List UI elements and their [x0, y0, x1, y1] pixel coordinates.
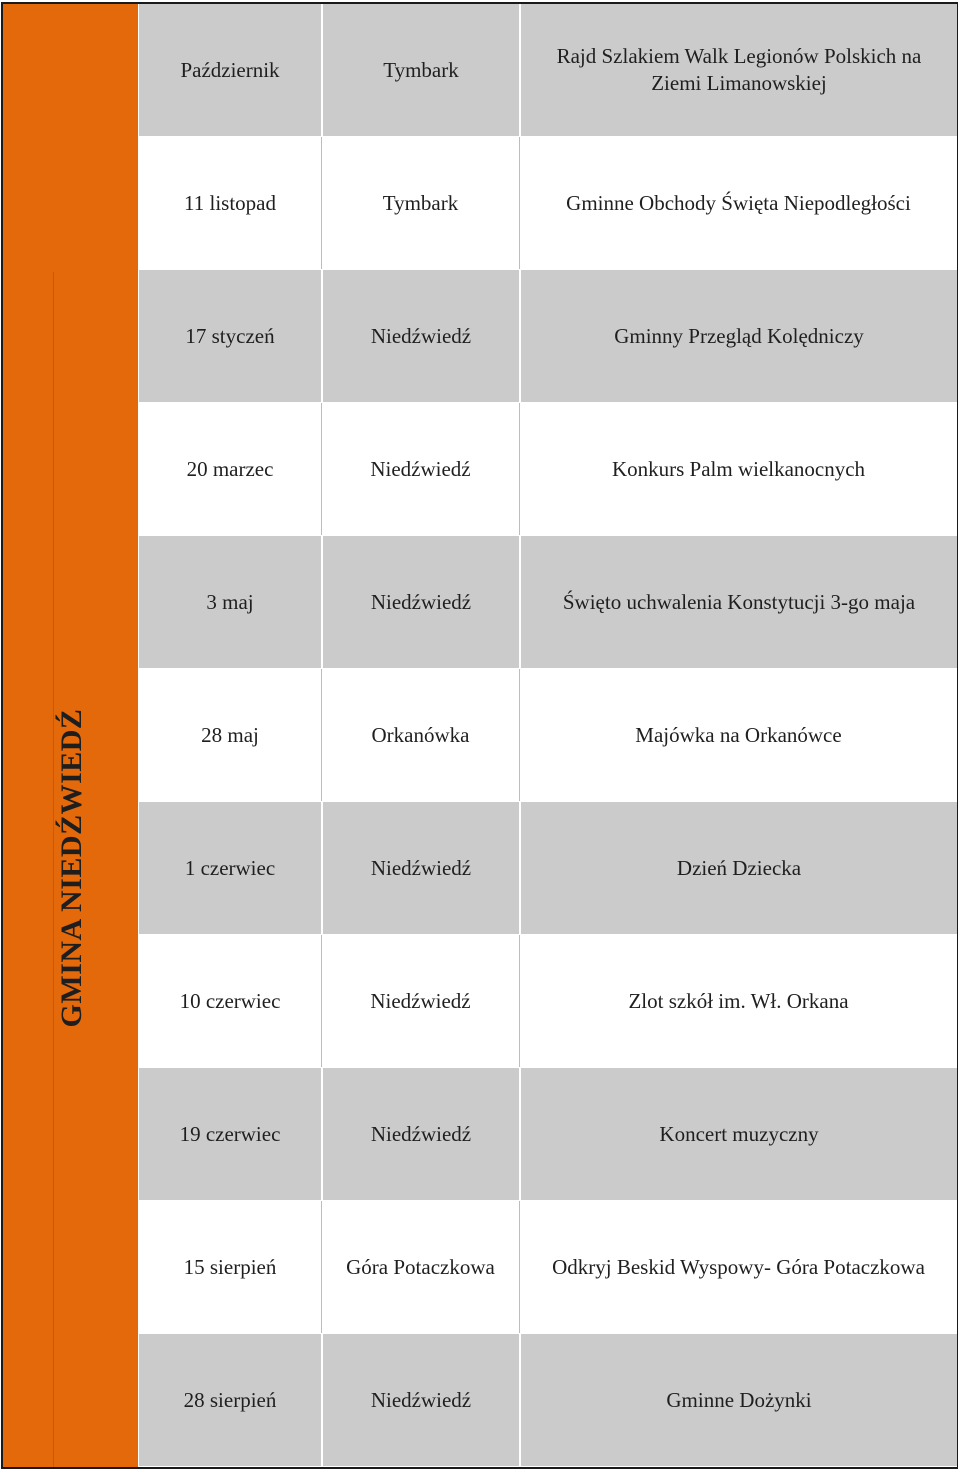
event-place: Niedźwiedź [321, 270, 519, 402]
event-place: Niedźwiedź [321, 802, 519, 934]
table-row [139, 669, 957, 802]
event-name: Święto uchwalenia Konstytucji 3-go maja [519, 536, 957, 668]
table-row [139, 802, 957, 935]
event-place: Niedźwiedź [321, 1068, 519, 1200]
event-name: Gminne Obchody Święta Niepodległości [519, 137, 957, 269]
event-place: Niedźwiedź [321, 536, 519, 668]
event-date: 15 sierpień [183, 1254, 277, 1279]
event-date: 20 marzec [186, 456, 274, 481]
event-name: Majówka na Orkanówce [519, 669, 957, 801]
event-date: 11 listopad [184, 190, 276, 215]
event-place: Tymbark [321, 4, 519, 136]
event-name: Odkryj Beskid Wyspowy- Góra Potaczkowa [519, 1201, 957, 1333]
event-name: Koncert muzyczny [519, 1068, 957, 1200]
table-row [139, 270, 957, 403]
table-row [139, 403, 957, 536]
event-place: Tymbark [321, 137, 519, 269]
event-name: Zlot szkół im. Wł. Orkana [519, 935, 957, 1067]
event-place: Orkanówka [321, 669, 519, 801]
event-date: 1 czerwiec [184, 855, 276, 880]
event-date: 17 styczeń [185, 323, 275, 348]
table-row [139, 1334, 957, 1467]
table-row [139, 1201, 957, 1334]
event-date: 10 czerwiec [179, 988, 281, 1013]
event-date: Październik [180, 57, 280, 82]
event-date: 28 sierpień [183, 1387, 277, 1412]
table-row [139, 4, 957, 137]
event-date: 19 czerwiec [179, 1121, 281, 1146]
table-row [139, 1068, 957, 1201]
event-date: 3 maj [206, 589, 254, 614]
event-name: Rajd Szlakiem Walk Legionów Polskich na Ziemi Limanowskiej [519, 4, 957, 136]
table-row [139, 137, 957, 270]
event-place: Niedźwiedź [321, 1334, 519, 1466]
event-name: Gminne Dożynki [519, 1334, 957, 1466]
table-row [139, 935, 957, 1068]
group-label: GMINA NIEDŹWIEDŹ [55, 708, 88, 1028]
event-place: Góra Potaczkowa [321, 1201, 519, 1333]
event-name: Konkurs Palm wielkanocnych [519, 403, 957, 535]
event-place: Niedźwiedź [321, 403, 519, 535]
event-name: Dzień Dziecka [519, 802, 957, 934]
event-place: Niedźwiedź [321, 935, 519, 1067]
event-name: Gminny Przegląd Kolędniczy [519, 270, 957, 402]
table-row [139, 536, 957, 669]
event-date: 28 maj [201, 722, 259, 747]
